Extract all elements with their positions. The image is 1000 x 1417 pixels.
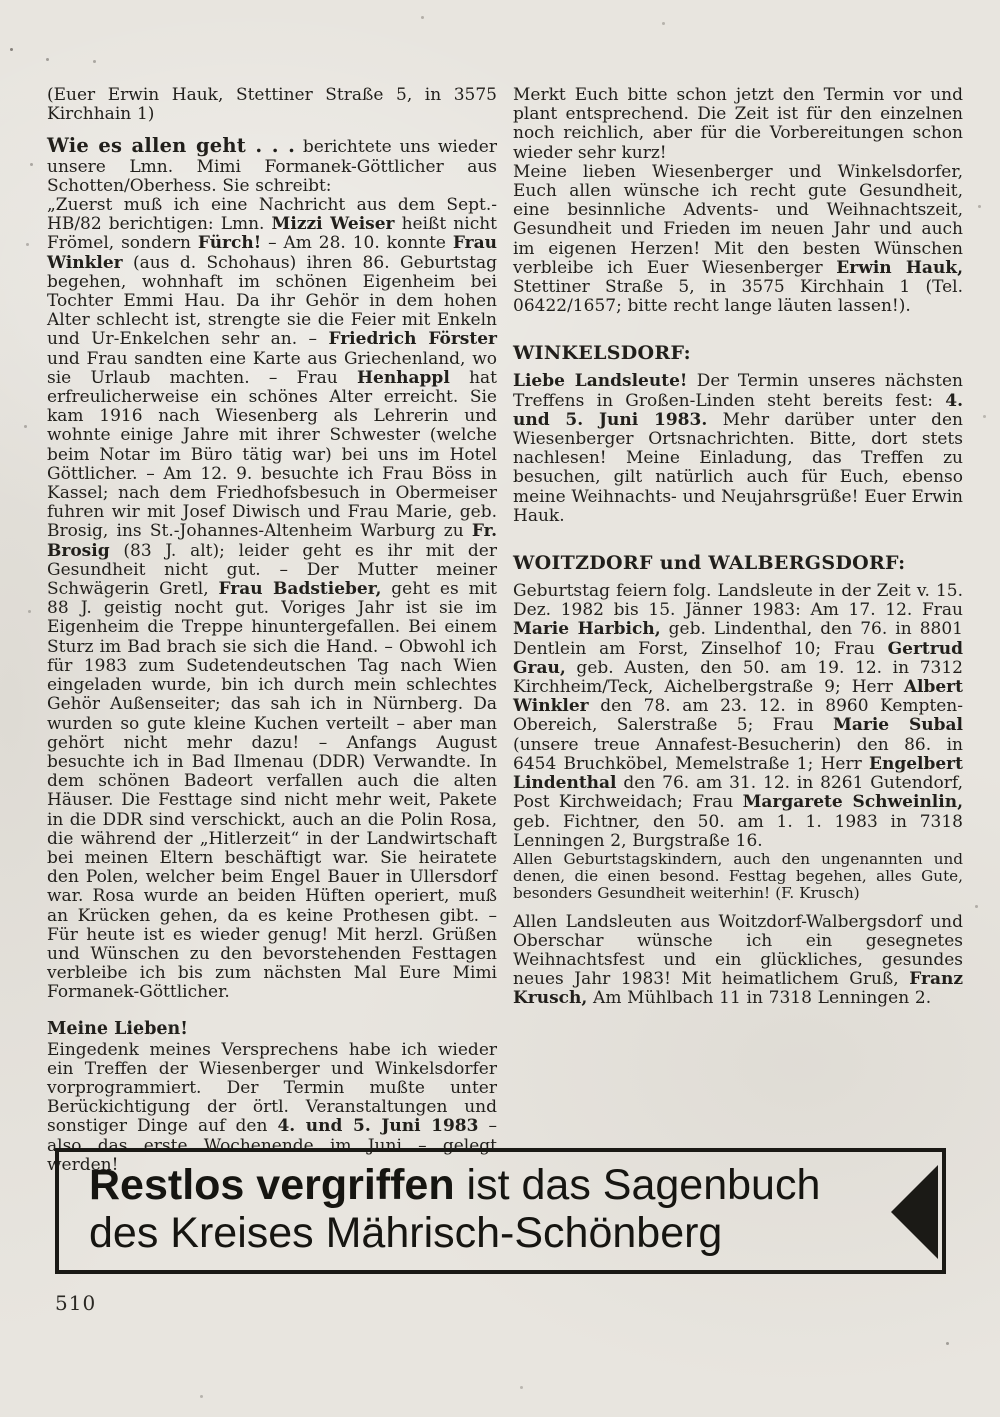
- sagenbuch-notice-box: [55, 1148, 946, 1274]
- heading-meine-lieben: Meine Lieben!: [47, 1018, 188, 1039]
- two-column-text-area: [47, 86, 963, 1175]
- banner-line2: des Kreises Mährisch-Schönberg: [89, 1209, 723, 1257]
- banner-regular-text: ist das Sagenbuch: [454, 1161, 821, 1209]
- paragraph-gratulation-klein: Allen Geburtstagskindern, auch den ungenannten und denen, die einen besond. Festtag begehen, alles Gute, besonders Gesundheit weiterhin! (F. Krusch): [513, 849, 963, 903]
- banner-line1: [89, 1160, 942, 1210]
- banner-text: [59, 1152, 942, 1256]
- paragraph-krusch-gruss: Allen Landsleuten aus Woitzdorf-Walbergsdorf und Oberschar wünsche ich ein gesegnetes Weihnachtsfest und ein glückliches, gesundes neues Jahr 1983! Mit heimatlichem Gruß, Franz Krusch, Am Mühlbach 11 in 7318 Lenningen 2.: [513, 911, 963, 1009]
- paragraph-geburtstagsliste: Geburtstag feiern folg. Landsleute in der Zeit v. 15. Dez. 1982 bis 15. Jänner 1983: Am 17. 12. Frau Marie Harbich, geb. Lindenthal, den 76. in 8801 Dentlein am Forst, Zinselhof 10; Frau Gertrud Grau, geb. Austen, den 50. am 19. 12. in 7312 Kirchheim/Teck, Aichelbergstraße 9; Herr Albert Winkler den 78. am 23. 12. in 8960 Kempten-Obereich, Salerstraße 5; Frau Marie Subal (unsere treue Annafest-Besucherin) den 86. in 6454 Bruchköbel, Memelstraße 1; Herr Engelbert Lindenthal den 76. am 31. 12. in 8261 Gutendorf, Post Kirchweidach; Frau Margarete Schweinlin, geb. Fichtner, den 50. am 1. 1. 1983 in 7318 Lenningen 2, Burgstraße 16.: [513, 581, 963, 851]
- scan-noise: [0, 0, 3, 3]
- paragraph-termin-vormerken: Merkt Euch bitte schon jetzt den Termin vor und plant entsprechend. Die Zeit ist für den einzelnen noch reichlich, aber für die Vorbereitungen schon wieder sehr kurz!: [513, 85, 963, 163]
- paragraph-treffen-termin: Eingedenk meines Versprechens habe ich wieder ein Treffen der Wiesenberger und Winkelsdorfer vorprogrammiert. Der Termin mußte unter Berückichtigung der örtl. Veranstaltungen und sonstiger Dinge auf den 4. und 5. Juni 1983 – also das erste Wochenende im Juni – gelegt werden!: [47, 1039, 498, 1175]
- paragraph-formanek-report: „Zuerst muß ich eine Nachricht aus dem Sept.-HB/82 berichtigen: Lmn. Mizzi Weiser heißt nicht Frömel, sondern Fürch! – Am 28. 10. konnte Frau Winkler (aus d. Schohaus) ihren 86. Geburtstag begehen, wohnhaft im schönen Eigenheim bei Tochter Emmi Hau. Da ihr Gehör in dem hohen Alter schlecht ist, strengte sie die Feier mit Enkeln und Ur-Enkelchen sehr an. – Friedrich Förster und Frau sandten eine Karte aus Griechenland, wo sie Urlaub machten. – Frau Henhappl hat erfreulicherweise ein schönes Alter erreicht. Sie kam 1916 nach Wiesenberg als Lehrerin und wohnte einige Jahre mit ihrer Schwester (welche beim Notar im Büro tätig war) bei uns im Hotel Göttlicher. – Am 12. 9. besuchte ich Frau Böss in Kassel; nach dem Friedhofsbesuch in Obermeiser fuhren wir mit Josef Diwisch und Frau Marie, geb. Brosig, ins St.-Johannes-Altenheim Warburg zu Fr. Brosig (83 J. alt); leider geht es ihr mit der Gesundheit nicht gut. – Der Mutter meiner Schwägerin Gretl, Frau Badstieber, geht es mit 88 J. geistig nocht gut. Voriges Jahr ist sie im Eigenheim die Treppe hinuntergefallen. Bei einem Sturz im Bad brach sie sich die Hand. – Obwohl ich für 1983 zum Sudetendeutschen Tag nach Wien eingeladen wurde, bin ich durch mein schlechtes Gehör Außenseiter; das sah ich in Nürnberg. Da wurden so gute kleine Kuchen verteilt – aber man gehört nicht mehr dazu! – Anfangs August besuchte ich in Bad Ilmenau (DDR) Verwandte. In dem schönen Badeort verfallen auch die alten Häuser. Die Festtage sind nicht mehr weit, Pakete in die DDR sind verschickt, auch an die Polin Rosa, die während der „Hitlerzeit“ in der Landwirtschaft bei meinen Eltern beschäftigt war. Sie heiratete den Polen, welcher beim Engel Bauer in Ullersdorf war. Rosa wurde an beiden Hüften operiert, muß an Krücken gehen, da es keine Prothesen gibt. – Für heute ist es wieder genug! Mit herzl. Grüßen und Wünschen zu den bevorstehenden Festtagen verbleibe ich bis zum nächsten Mal Eure Mimi Formanek-Göttlicher.: [47, 195, 498, 1003]
- heading-woitzdorf-walbergsdorf: WOITZDORF und WALBERGSDORF:: [513, 552, 906, 575]
- address-note: (Euer Erwin Hauk, Stettiner Straße 5, in 3575 Kirchhain 1): [47, 85, 497, 125]
- heading-winkelsdorf: WINKELSDORF:: [513, 342, 691, 365]
- paragraph-weihnachtsgruesse-hauk: Meine lieben Wiesenberger und Winkelsdorfer, Euch allen wünsche ich recht gute Gesundheit, eine besinnliche Advents- und Weihnachtszeit, Gesundheit und Frieden im neuen Jahr und auch im eigenen Herzen! Mit den besten Wünschen verbleibe ich Euer Wiesenberger Erwin Hauk, Stettiner Straße 5, in 3575 Kirchhain 1 (Tel. 06422/1657; bitte recht lange läuten lassen!).: [513, 161, 963, 317]
- paragraph-wie-es-allen-geht: Wie es allen geht . . . berichtete uns wieder unsere Lmn. Mimi Formanek-Göttlicher aus Schotten/Oberhess. Sie schreibt:: [47, 134, 497, 196]
- page-number: 510: [55, 1291, 97, 1315]
- left-column: [47, 86, 497, 1175]
- right-column: [513, 86, 963, 1175]
- banner-bold-text: Restlos vergriffen: [89, 1161, 455, 1209]
- paragraph-winkelsdorf-landsleute: Liebe Landsleute! Der Termin unseres nächsten Treffens in Großen-Linden steht bereits fest: 4. und 5. Juni 1983. Mehr darüber unter den Wiesenberger Ortsnachrichten. Bitte, dort stets nachlesen! Meine Einladung, das Treffen zu besuchen, gilt natürlich auch für Euch, ebenso meine Weihnachts- und Neujahrsgrüße! Euer Erwin Hauk.: [513, 371, 964, 526]
